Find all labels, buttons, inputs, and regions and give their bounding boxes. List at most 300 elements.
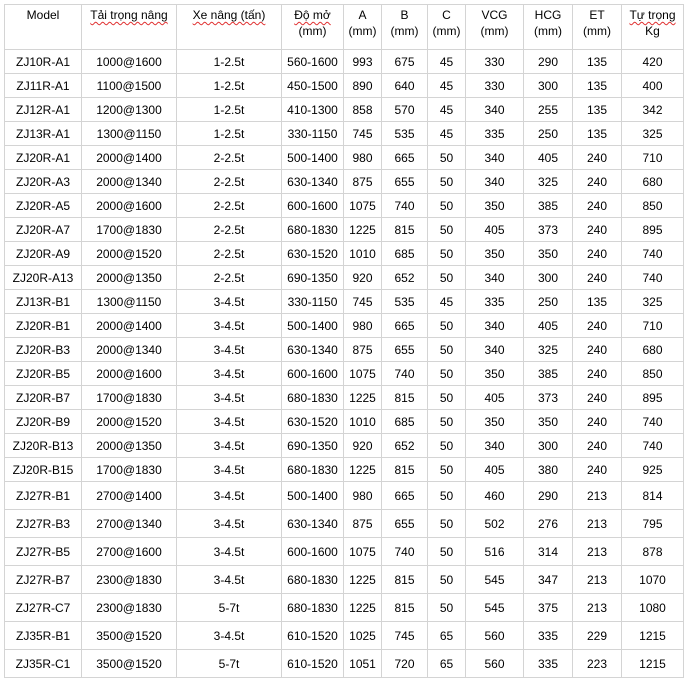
cell-forklift-class: 3-4.5t [177, 362, 282, 386]
cell-et: 240 [573, 218, 622, 242]
cell-load-capacity: 2300@1830 [82, 566, 177, 594]
cell-forklift-class: 5-7t [177, 594, 282, 622]
cell-c: 50 [428, 594, 466, 622]
cell-opening: 600-1600 [282, 194, 344, 218]
cell-vcg: 405 [466, 386, 524, 410]
cell-hcg: 325 [524, 170, 573, 194]
cell-a: 890 [344, 74, 382, 98]
cell-a: 858 [344, 98, 382, 122]
cell-a: 1075 [344, 362, 382, 386]
cell-b: 815 [382, 458, 428, 482]
cell-forklift-class: 3-4.5t [177, 314, 282, 338]
cell-opening: 680-1830 [282, 458, 344, 482]
table-row [5, 146, 684, 170]
table-row [5, 218, 684, 242]
cell-a: 980 [344, 482, 382, 510]
cell-a: 875 [344, 510, 382, 538]
table-row [5, 194, 684, 218]
cell-weight: 895 [622, 218, 684, 242]
cell-model: ZJ20R-A7 [5, 218, 82, 242]
cell-b: 815 [382, 566, 428, 594]
cell-load-capacity: 2700@1340 [82, 510, 177, 538]
table-row [5, 458, 684, 482]
cell-weight: 342 [622, 98, 684, 122]
cell-c: 50 [428, 314, 466, 338]
cell-weight: 850 [622, 362, 684, 386]
table-row [5, 538, 684, 566]
cell-a: 1225 [344, 386, 382, 410]
cell-forklift-class: 3-4.5t [177, 338, 282, 362]
cell-forklift-class: 2-2.5t [177, 194, 282, 218]
cell-weight: 710 [622, 314, 684, 338]
cell-load-capacity: 2000@1400 [82, 146, 177, 170]
cell-forklift-class: 3-4.5t [177, 538, 282, 566]
cell-model: ZJ20R-B13 [5, 434, 82, 458]
cell-forklift-class: 2-2.5t [177, 146, 282, 170]
cell-load-capacity: 3500@1520 [82, 622, 177, 650]
cell-et: 240 [573, 194, 622, 218]
cell-vcg: 545 [466, 594, 524, 622]
cell-model: ZJ10R-A1 [5, 50, 82, 74]
cell-model: ZJ20R-A1 [5, 146, 82, 170]
header-opening: Độ mở (mm) [282, 5, 344, 50]
cell-model: ZJ20R-A13 [5, 266, 82, 290]
cell-hcg: 375 [524, 594, 573, 622]
cell-a: 745 [344, 122, 382, 146]
cell-model: ZJ27R-B3 [5, 510, 82, 538]
cell-et: 240 [573, 410, 622, 434]
cell-vcg: 516 [466, 538, 524, 566]
header-et: ET (mm) [573, 5, 622, 50]
cell-weight: 400 [622, 74, 684, 98]
cell-model: ZJ20R-B3 [5, 338, 82, 362]
cell-vcg: 330 [466, 74, 524, 98]
table-row [5, 622, 684, 650]
cell-et: 135 [573, 122, 622, 146]
cell-hcg: 335 [524, 622, 573, 650]
cell-forklift-class: 3-4.5t [177, 458, 282, 482]
cell-c: 45 [428, 290, 466, 314]
cell-c: 50 [428, 458, 466, 482]
cell-et: 213 [573, 482, 622, 510]
cell-hcg: 325 [524, 338, 573, 362]
cell-c: 45 [428, 98, 466, 122]
cell-c: 45 [428, 50, 466, 74]
cell-a: 745 [344, 290, 382, 314]
cell-weight: 325 [622, 122, 684, 146]
cell-c: 50 [428, 386, 466, 410]
cell-c: 50 [428, 482, 466, 510]
cell-hcg: 250 [524, 122, 573, 146]
cell-opening: 690-1350 [282, 266, 344, 290]
table-row [5, 98, 684, 122]
cell-weight: 1070 [622, 566, 684, 594]
cell-opening: 410-1300 [282, 98, 344, 122]
cell-vcg: 340 [466, 434, 524, 458]
cell-vcg: 340 [466, 170, 524, 194]
cell-b: 652 [382, 266, 428, 290]
cell-load-capacity: 2000@1350 [82, 266, 177, 290]
cell-load-capacity: 2000@1340 [82, 170, 177, 194]
cell-opening: 610-1520 [282, 650, 344, 678]
table-row [5, 362, 684, 386]
cell-model: ZJ20R-A9 [5, 242, 82, 266]
cell-load-capacity: 2000@1600 [82, 362, 177, 386]
header-a: A (mm) [344, 5, 382, 50]
cell-model: ZJ27R-C7 [5, 594, 82, 622]
cell-hcg: 250 [524, 290, 573, 314]
cell-weight: 895 [622, 386, 684, 410]
cell-vcg: 460 [466, 482, 524, 510]
table-row [5, 410, 684, 434]
cell-a: 980 [344, 314, 382, 338]
table-row [5, 242, 684, 266]
cell-weight: 795 [622, 510, 684, 538]
header-hcg: HCG (mm) [524, 5, 573, 50]
cell-opening: 680-1830 [282, 566, 344, 594]
cell-load-capacity: 1100@1500 [82, 74, 177, 98]
cell-vcg: 350 [466, 410, 524, 434]
table-row [5, 386, 684, 410]
cell-forklift-class: 3-4.5t [177, 434, 282, 458]
cell-weight: 1215 [622, 622, 684, 650]
cell-hcg: 385 [524, 362, 573, 386]
cell-opening: 610-1520 [282, 622, 344, 650]
cell-opening: 500-1400 [282, 146, 344, 170]
cell-opening: 560-1600 [282, 50, 344, 74]
cell-b: 655 [382, 338, 428, 362]
cell-model: ZJ20R-B1 [5, 314, 82, 338]
cell-et: 135 [573, 50, 622, 74]
cell-b: 740 [382, 194, 428, 218]
cell-hcg: 347 [524, 566, 573, 594]
cell-a: 920 [344, 266, 382, 290]
cell-a: 1225 [344, 458, 382, 482]
cell-b: 640 [382, 74, 428, 98]
cell-forklift-class: 3-4.5t [177, 622, 282, 650]
cell-model: ZJ20R-B15 [5, 458, 82, 482]
cell-c: 50 [428, 146, 466, 170]
cell-vcg: 350 [466, 362, 524, 386]
cell-c: 50 [428, 266, 466, 290]
table-row [5, 482, 684, 510]
cell-vcg: 405 [466, 218, 524, 242]
cell-b: 685 [382, 410, 428, 434]
cell-model: ZJ11R-A1 [5, 74, 82, 98]
cell-opening: 680-1830 [282, 218, 344, 242]
cell-a: 1010 [344, 242, 382, 266]
cell-a: 1225 [344, 566, 382, 594]
cell-a: 1025 [344, 622, 382, 650]
cell-et: 213 [573, 566, 622, 594]
cell-opening: 600-1600 [282, 362, 344, 386]
table-row [5, 170, 684, 194]
cell-opening: 630-1340 [282, 170, 344, 194]
table-row [5, 290, 684, 314]
cell-et: 213 [573, 538, 622, 566]
cell-a: 1075 [344, 194, 382, 218]
cell-et: 240 [573, 338, 622, 362]
cell-load-capacity: 2300@1830 [82, 594, 177, 622]
cell-b: 665 [382, 482, 428, 510]
cell-forklift-class: 3-4.5t [177, 482, 282, 510]
cell-b: 740 [382, 538, 428, 566]
cell-forklift-class: 1-2.5t [177, 50, 282, 74]
cell-b: 745 [382, 622, 428, 650]
cell-et: 240 [573, 362, 622, 386]
cell-et: 240 [573, 170, 622, 194]
cell-load-capacity: 2000@1400 [82, 314, 177, 338]
cell-opening: 450-1500 [282, 74, 344, 98]
cell-hcg: 314 [524, 538, 573, 566]
cell-opening: 630-1520 [282, 242, 344, 266]
cell-et: 213 [573, 594, 622, 622]
cell-et: 240 [573, 242, 622, 266]
cell-b: 655 [382, 170, 428, 194]
cell-model: ZJ20R-B7 [5, 386, 82, 410]
cell-c: 50 [428, 170, 466, 194]
cell-vcg: 560 [466, 622, 524, 650]
table-row [5, 338, 684, 362]
cell-hcg: 290 [524, 50, 573, 74]
cell-b: 815 [382, 386, 428, 410]
cell-load-capacity: 1000@1600 [82, 50, 177, 74]
cell-c: 65 [428, 650, 466, 678]
cell-vcg: 340 [466, 338, 524, 362]
cell-c: 50 [428, 510, 466, 538]
cell-opening: 500-1400 [282, 314, 344, 338]
cell-b: 685 [382, 242, 428, 266]
cell-model: ZJ20R-B9 [5, 410, 82, 434]
header-load-capacity: Tải trọng nâng [82, 5, 177, 50]
table-row [5, 266, 684, 290]
cell-model: ZJ35R-B1 [5, 622, 82, 650]
cell-load-capacity: 2000@1340 [82, 338, 177, 362]
cell-c: 45 [428, 122, 466, 146]
cell-model: ZJ12R-A1 [5, 98, 82, 122]
cell-weight: 740 [622, 434, 684, 458]
cell-b: 535 [382, 122, 428, 146]
cell-weight: 925 [622, 458, 684, 482]
cell-model: ZJ27R-B5 [5, 538, 82, 566]
cell-vcg: 340 [466, 98, 524, 122]
cell-a: 993 [344, 50, 382, 74]
cell-c: 65 [428, 622, 466, 650]
cell-weight: 814 [622, 482, 684, 510]
cell-et: 240 [573, 434, 622, 458]
cell-b: 652 [382, 434, 428, 458]
cell-c: 50 [428, 566, 466, 594]
cell-load-capacity: 1700@1830 [82, 386, 177, 410]
cell-et: 240 [573, 386, 622, 410]
cell-vcg: 502 [466, 510, 524, 538]
cell-hcg: 373 [524, 218, 573, 242]
cell-model: ZJ27R-B1 [5, 482, 82, 510]
table-row [5, 434, 684, 458]
cell-et: 223 [573, 650, 622, 678]
table-row [5, 566, 684, 594]
cell-et: 240 [573, 146, 622, 170]
cell-weight: 710 [622, 146, 684, 170]
cell-et: 240 [573, 314, 622, 338]
cell-a: 875 [344, 338, 382, 362]
cell-hcg: 350 [524, 410, 573, 434]
header-b: B (mm) [382, 5, 428, 50]
header-forklift-class: Xe nâng (tấn) [177, 5, 282, 50]
cell-load-capacity: 3500@1520 [82, 650, 177, 678]
table-row [5, 122, 684, 146]
cell-a: 875 [344, 170, 382, 194]
cell-model: ZJ20R-A5 [5, 194, 82, 218]
cell-forklift-class: 2-2.5t [177, 170, 282, 194]
cell-opening: 630-1340 [282, 510, 344, 538]
cell-forklift-class: 2-2.5t [177, 218, 282, 242]
cell-model: ZJ20R-B5 [5, 362, 82, 386]
cell-hcg: 290 [524, 482, 573, 510]
cell-opening: 690-1350 [282, 434, 344, 458]
table-row [5, 74, 684, 98]
cell-hcg: 405 [524, 146, 573, 170]
cell-weight: 740 [622, 410, 684, 434]
cell-load-capacity: 1300@1150 [82, 290, 177, 314]
cell-opening: 330-1150 [282, 122, 344, 146]
cell-et: 240 [573, 266, 622, 290]
cell-forklift-class: 3-4.5t [177, 410, 282, 434]
cell-a: 1075 [344, 538, 382, 566]
cell-weight: 680 [622, 170, 684, 194]
cell-a: 1010 [344, 410, 382, 434]
cell-model: ZJ27R-B7 [5, 566, 82, 594]
cell-load-capacity: 2000@1520 [82, 410, 177, 434]
table-body [5, 50, 684, 678]
cell-hcg: 350 [524, 242, 573, 266]
cell-a: 980 [344, 146, 382, 170]
cell-model: ZJ13R-B1 [5, 290, 82, 314]
cell-c: 50 [428, 362, 466, 386]
cell-c: 50 [428, 410, 466, 434]
cell-weight: 850 [622, 194, 684, 218]
cell-vcg: 335 [466, 122, 524, 146]
cell-c: 50 [428, 538, 466, 566]
cell-opening: 680-1830 [282, 594, 344, 622]
cell-weight: 740 [622, 266, 684, 290]
table-row [5, 510, 684, 538]
cell-forklift-class: 2-2.5t [177, 266, 282, 290]
cell-hcg: 276 [524, 510, 573, 538]
cell-weight: 740 [622, 242, 684, 266]
cell-et: 240 [573, 458, 622, 482]
cell-opening: 630-1520 [282, 410, 344, 434]
cell-model: ZJ13R-A1 [5, 122, 82, 146]
cell-weight: 420 [622, 50, 684, 74]
cell-load-capacity: 2700@1400 [82, 482, 177, 510]
cell-forklift-class: 1-2.5t [177, 98, 282, 122]
cell-vcg: 350 [466, 194, 524, 218]
cell-forklift-class: 2-2.5t [177, 242, 282, 266]
cell-et: 135 [573, 74, 622, 98]
cell-weight: 1215 [622, 650, 684, 678]
cell-hcg: 373 [524, 386, 573, 410]
cell-weight: 878 [622, 538, 684, 566]
cell-forklift-class: 3-4.5t [177, 566, 282, 594]
cell-hcg: 300 [524, 434, 573, 458]
cell-opening: 500-1400 [282, 482, 344, 510]
cell-forklift-class: 3-4.5t [177, 510, 282, 538]
cell-vcg: 340 [466, 314, 524, 338]
cell-vcg: 350 [466, 242, 524, 266]
cell-vcg: 545 [466, 566, 524, 594]
cell-hcg: 385 [524, 194, 573, 218]
table-row [5, 314, 684, 338]
cell-forklift-class: 1-2.5t [177, 74, 282, 98]
cell-opening: 600-1600 [282, 538, 344, 566]
cell-et: 135 [573, 98, 622, 122]
spec-table-container [4, 4, 684, 678]
cell-weight: 325 [622, 290, 684, 314]
cell-load-capacity: 1300@1150 [82, 122, 177, 146]
header-c: C (mm) [428, 5, 466, 50]
cell-a: 920 [344, 434, 382, 458]
cell-b: 720 [382, 650, 428, 678]
cell-model: ZJ20R-A3 [5, 170, 82, 194]
header-row [5, 5, 684, 50]
cell-et: 135 [573, 290, 622, 314]
table-row [5, 594, 684, 622]
cell-model: ZJ35R-C1 [5, 650, 82, 678]
cell-load-capacity: 2700@1600 [82, 538, 177, 566]
cell-c: 50 [428, 218, 466, 242]
cell-b: 815 [382, 594, 428, 622]
cell-c: 45 [428, 74, 466, 98]
cell-hcg: 255 [524, 98, 573, 122]
cell-et: 213 [573, 510, 622, 538]
table-row [5, 650, 684, 678]
cell-vcg: 340 [466, 266, 524, 290]
cell-b: 570 [382, 98, 428, 122]
cell-weight: 680 [622, 338, 684, 362]
cell-c: 50 [428, 194, 466, 218]
cell-et: 229 [573, 622, 622, 650]
cell-hcg: 300 [524, 266, 573, 290]
cell-opening: 630-1340 [282, 338, 344, 362]
cell-forklift-class: 5-7t [177, 650, 282, 678]
cell-hcg: 335 [524, 650, 573, 678]
cell-load-capacity: 2000@1520 [82, 242, 177, 266]
cell-hcg: 405 [524, 314, 573, 338]
cell-load-capacity: 1200@1300 [82, 98, 177, 122]
cell-b: 535 [382, 290, 428, 314]
cell-weight: 1080 [622, 594, 684, 622]
cell-vcg: 405 [466, 458, 524, 482]
header-model: Model [5, 5, 82, 50]
cell-c: 50 [428, 338, 466, 362]
cell-b: 665 [382, 314, 428, 338]
header-weight: Tự trọng Kg [622, 5, 684, 50]
spec-table [4, 4, 684, 678]
cell-b: 655 [382, 510, 428, 538]
cell-b: 675 [382, 50, 428, 74]
cell-vcg: 335 [466, 290, 524, 314]
cell-b: 665 [382, 146, 428, 170]
cell-opening: 680-1830 [282, 386, 344, 410]
cell-a: 1225 [344, 594, 382, 622]
cell-vcg: 560 [466, 650, 524, 678]
cell-b: 740 [382, 362, 428, 386]
cell-load-capacity: 1700@1830 [82, 458, 177, 482]
cell-hcg: 300 [524, 74, 573, 98]
header-vcg: VCG (mm) [466, 5, 524, 50]
cell-load-capacity: 2000@1350 [82, 434, 177, 458]
